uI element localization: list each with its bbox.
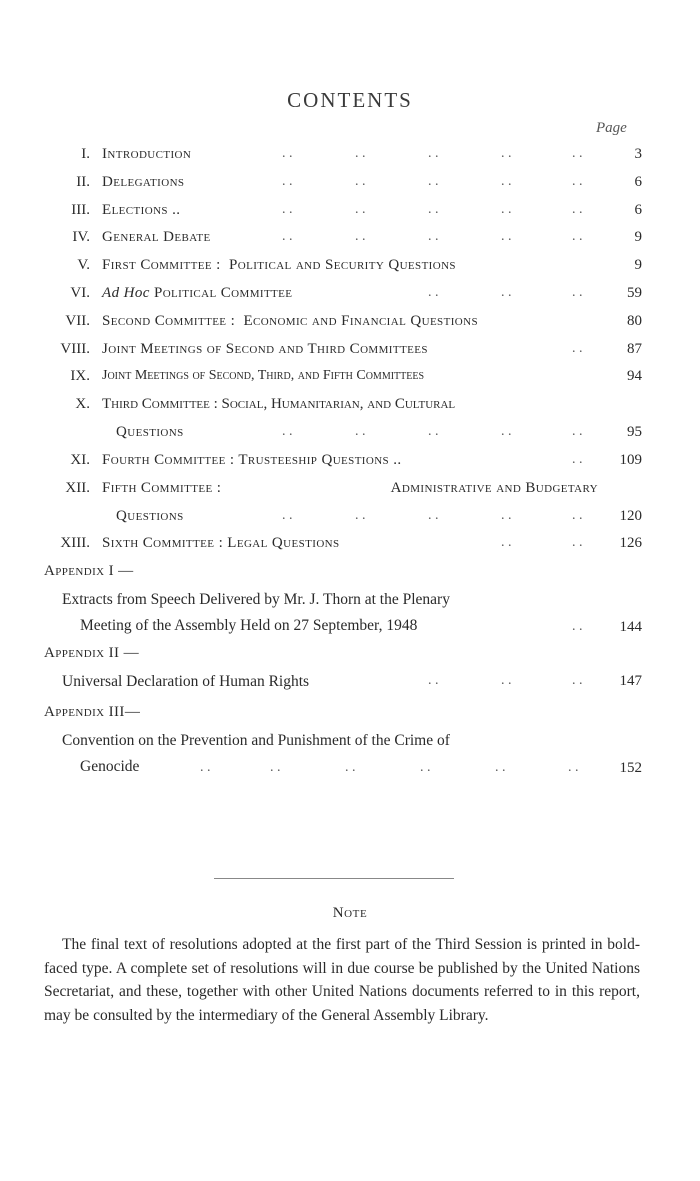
toc-entry [0, 364, 700, 392]
toc-entry [0, 170, 700, 198]
appendix-line-1: Universal Declaration of Human Rights [62, 672, 310, 690]
entry-number: X. [75, 396, 90, 413]
toc-entry [0, 253, 700, 281]
appendix-page: 147 [619, 672, 642, 689]
entry-page: 87 [627, 340, 642, 357]
toc-entry [0, 198, 700, 226]
entry-page: 94 [627, 368, 642, 385]
page-column-header: Page [596, 120, 627, 136]
entry-page: 80 [627, 312, 642, 329]
entry-committee: Political Committee [153, 284, 293, 301]
leader: . . [572, 424, 583, 440]
section-divider [214, 878, 454, 879]
entry-title-continued: Questions [116, 507, 184, 524]
leader: . . [282, 507, 293, 523]
entry-page: 9 [634, 257, 642, 274]
appendix-heading [0, 641, 700, 669]
leader: . . [282, 201, 293, 217]
leader: . . [428, 284, 439, 300]
entry-title: General Debate [102, 229, 211, 246]
entry-number: XIII. [60, 535, 90, 552]
leader: . . [355, 229, 366, 245]
toc-entry [0, 142, 700, 170]
toc-entry [0, 337, 700, 365]
entry-title: Joint Meetings of Second, Third, and Fifth Committees [102, 368, 425, 384]
leader: . . [428, 146, 439, 161]
entry-number: IX. [70, 368, 90, 385]
appendix-title: Appendix III— [44, 703, 141, 720]
entry-title: Third Committee : Social, Humanitarian, and Cultural [102, 396, 456, 413]
entry-number: III. [71, 201, 90, 218]
entry-page: 6 [634, 201, 642, 218]
entry-title: Fourth Committee : Trusteeship Questions .. [102, 451, 402, 468]
entry-subject: Economic and Financial Questions [243, 312, 478, 329]
entry-page: 59 [627, 284, 642, 301]
leader: . . [501, 672, 512, 688]
leader: . . [572, 146, 583, 161]
leader: . . [568, 759, 579, 775]
leader: . . [428, 229, 439, 245]
appendix-heading [0, 559, 700, 587]
entry-page: 9 [634, 229, 642, 246]
appendix-title: Appendix I — [44, 562, 134, 579]
entry-title: Joint Meetings of Second and Third Committees [102, 340, 428, 357]
leader: . . [428, 672, 439, 688]
entry-number: VI. [70, 284, 90, 301]
note-text: The final text of resolutions adopted at the first part of the Third Session is printed in bold-faced type. A complete set of resolutions will in due course be published by the United Nations Secretariat, and these, together with other United Nations documents referred to in this report, may be consulted by the intermediary of the General Assembly Library. [44, 936, 640, 1024]
table-of-contents [0, 142, 700, 782]
appendix-line-1: Extracts from Speech Delivered by Mr. J. Thorn at the Plenary [62, 590, 450, 608]
leader: . . [572, 201, 583, 217]
leader: . . [501, 173, 512, 189]
leader: . . [270, 759, 281, 775]
entry-page: 6 [634, 173, 642, 190]
leader: . . [501, 535, 512, 551]
appendix-page: 144 [619, 618, 642, 635]
leader: . . [200, 759, 211, 775]
leader: . . [501, 229, 512, 245]
entry-title [102, 480, 598, 497]
leader: . . [572, 535, 583, 551]
leader: . . [355, 424, 366, 440]
leader: . . [282, 146, 293, 161]
entry-title [102, 257, 456, 274]
leader: . . [420, 759, 431, 775]
leader: . . [355, 201, 366, 217]
appendix-title: Appendix II — [44, 644, 139, 661]
leader: . . [282, 229, 293, 245]
entry-number: XI. [70, 451, 90, 468]
leader: . . [428, 507, 439, 523]
toc-entry [0, 531, 700, 559]
leader: . . [501, 424, 512, 440]
leader: . . [572, 507, 583, 523]
leader: . . [572, 340, 583, 356]
entry-number: IV. [72, 229, 90, 246]
entry-subject: Political and Security Questions [229, 257, 456, 274]
leader: . . [428, 201, 439, 217]
leader: . . [428, 173, 439, 189]
leader: . . [501, 201, 512, 217]
leader: . . [282, 173, 293, 189]
entry-committee: Second Committee : [102, 312, 236, 329]
leader: . . [501, 284, 512, 300]
entry-title: Delegations [102, 173, 185, 190]
leader: . . [355, 507, 366, 523]
entry-subject: Administrative and Budgetary [390, 479, 598, 496]
entry-title: Sixth Committee : Legal Questions [102, 535, 340, 552]
entry-committee: First Committee : [102, 257, 221, 274]
entry-title [102, 313, 478, 330]
toc-entry [0, 281, 700, 309]
entry-number: I. [81, 146, 90, 162]
entry-number: XII. [65, 479, 90, 496]
entry-page: 95 [627, 424, 642, 441]
toc-entry [0, 309, 700, 337]
appendix-line-1: Convention on the Prevention and Punishment of the Crime of [62, 731, 450, 749]
appendix-entry [0, 669, 700, 700]
leader: . . [355, 173, 366, 189]
entry-committee: Fifth Committee : [102, 479, 222, 496]
entry-page: 3 [634, 146, 642, 162]
appendix-line-2: Genocide [80, 757, 140, 775]
note-heading: Note [332, 905, 368, 921]
leader: . . [495, 759, 506, 775]
leader: . . [572, 173, 583, 189]
leader: . . [501, 507, 512, 523]
leader: . . [355, 146, 366, 161]
entry-italic: Ad Hoc [102, 284, 150, 301]
leader: . . [428, 424, 439, 440]
entry-page: 126 [619, 535, 642, 552]
appendix-line-2: Meeting of the Assembly Held on 27 September, 1948 [80, 616, 418, 634]
appendix-heading [0, 700, 700, 728]
entry-title [102, 285, 292, 302]
leader: . . [282, 424, 293, 440]
entry-title-continued: Questions [116, 424, 184, 441]
appendix-entry [0, 728, 700, 782]
toc-entry [0, 392, 700, 448]
appendix-page: 152 [619, 759, 642, 776]
leader: . . [572, 284, 583, 300]
entry-page: 120 [619, 507, 642, 524]
entry-number: VII. [65, 312, 90, 329]
entry-number: II. [76, 173, 90, 190]
entry-page: 109 [619, 451, 642, 468]
contents-title: CONTENTS [287, 88, 413, 112]
leader: . . [572, 451, 583, 467]
appendix-entry [0, 587, 700, 641]
toc-entry [0, 225, 700, 253]
entry-title: Introduction [102, 146, 192, 162]
entry-title: Elections .. [102, 201, 181, 218]
leader: . . [572, 618, 583, 634]
entry-number: VIII. [60, 340, 90, 357]
toc-entry [0, 476, 700, 532]
toc-entry [0, 448, 700, 476]
leader: . . [501, 146, 512, 161]
leader: . . [572, 229, 583, 245]
leader: . . [572, 672, 583, 688]
entry-number: V. [77, 257, 90, 274]
leader: . . [345, 759, 356, 775]
